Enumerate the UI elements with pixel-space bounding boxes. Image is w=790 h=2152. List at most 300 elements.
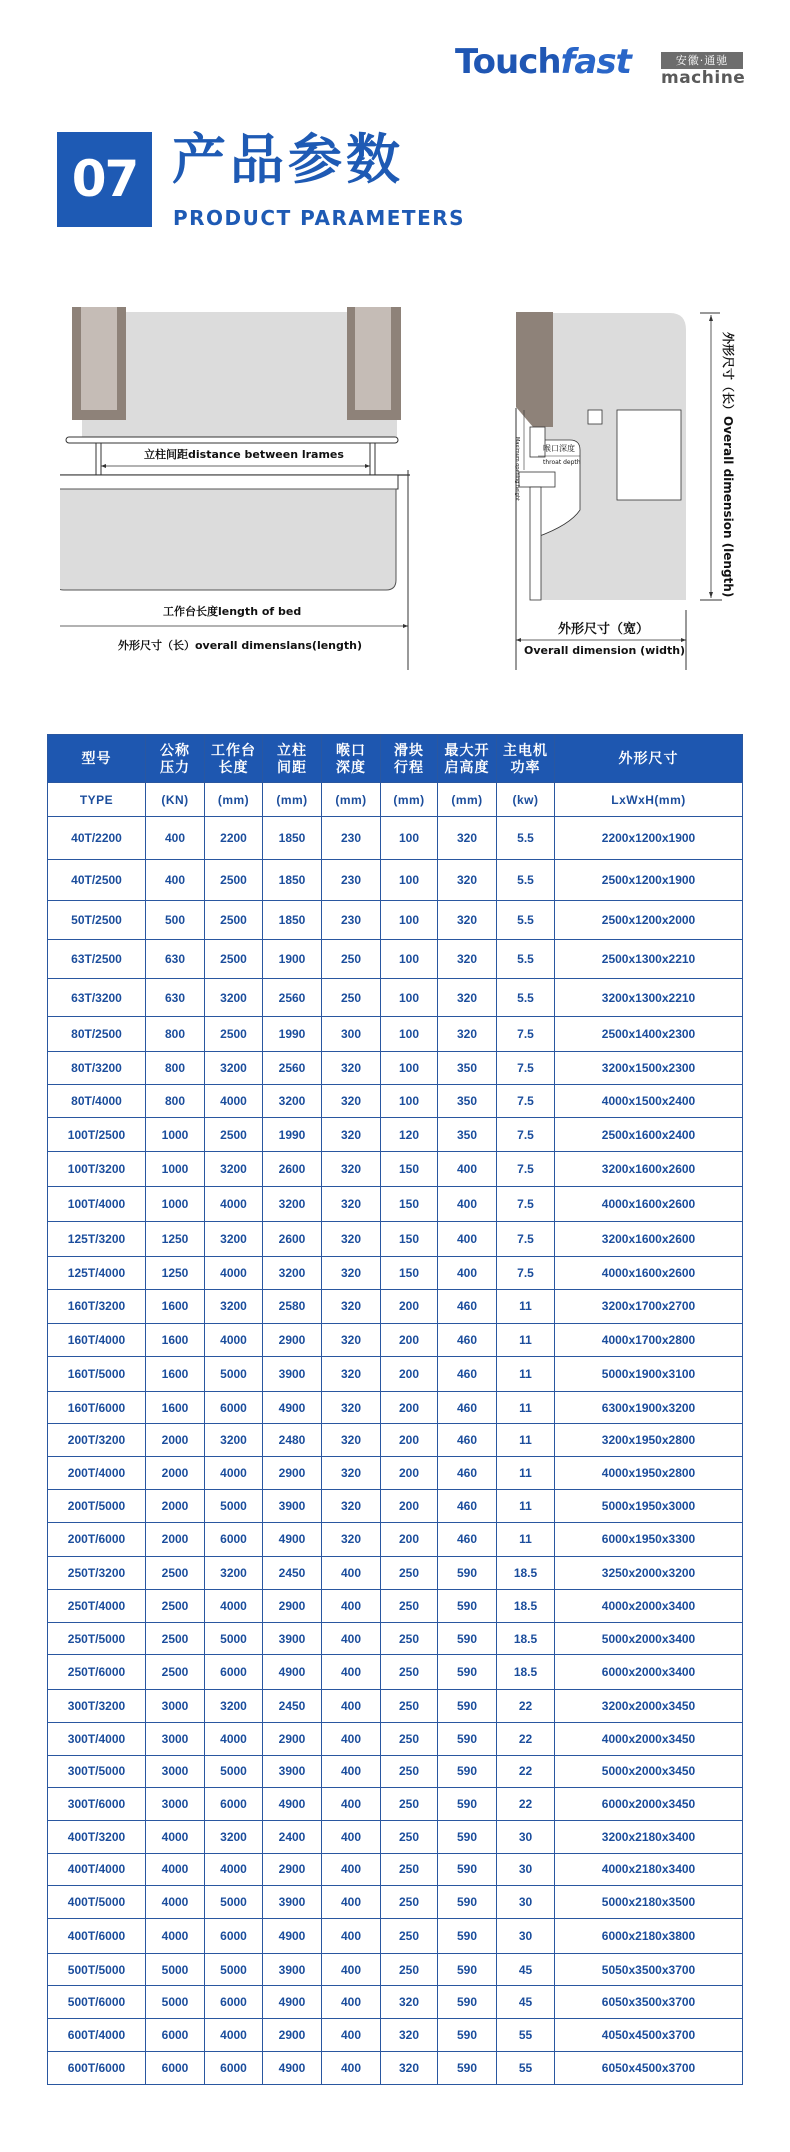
value-cell: 250 xyxy=(322,939,381,978)
value-cell: 590 xyxy=(438,1853,497,1886)
value-cell: 6000 xyxy=(205,1391,263,1424)
table-row xyxy=(48,1289,743,1324)
value-cell: 3900 xyxy=(263,1489,322,1522)
value-cell: 100 xyxy=(381,900,438,939)
column-header-line: 型号 xyxy=(81,750,112,766)
model-cell: 160T/5000 xyxy=(48,1356,146,1391)
table-row xyxy=(48,1690,743,1723)
value-cell: 200 xyxy=(381,1324,438,1357)
value-cell: 120 xyxy=(381,1117,438,1152)
table-row xyxy=(48,1886,743,1919)
value-cell: 1000 xyxy=(146,1187,205,1222)
value-cell: 150 xyxy=(381,1222,438,1257)
value-cell: 11 xyxy=(497,1424,555,1457)
value-cell: 300 xyxy=(322,1017,381,1052)
value-cell: 100 xyxy=(381,859,438,900)
table-row xyxy=(48,1017,743,1052)
value-cell: 2900 xyxy=(263,1590,322,1623)
table-row xyxy=(48,1391,743,1424)
label-overall-length: 外形尺寸（长）overall dimenslans(length) xyxy=(118,639,363,652)
value-cell: 18.5 xyxy=(497,1557,555,1590)
value-cell: 7.5 xyxy=(497,1187,555,1222)
value-cell: 18.5 xyxy=(497,1655,555,1690)
column-header xyxy=(205,735,263,783)
table-row xyxy=(48,2051,743,2084)
value-cell: 22 xyxy=(497,1690,555,1723)
model-cell: 200T/5000 xyxy=(48,1489,146,1522)
table-row xyxy=(48,1557,743,1590)
value-cell: 320 xyxy=(438,817,497,860)
model-cell: 500T/6000 xyxy=(48,1986,146,2019)
value-cell: 11 xyxy=(497,1391,555,1424)
table-row xyxy=(48,859,743,900)
section-title-en: PRODUCT PARAMETERS xyxy=(173,206,466,230)
value-cell: 500 xyxy=(146,900,205,939)
unit-cell: TYPE xyxy=(48,783,146,817)
value-cell: 2400 xyxy=(263,1820,322,1853)
value-cell: 2900 xyxy=(263,1853,322,1886)
value-cell: 320 xyxy=(322,1289,381,1324)
label-overall-width-cn: 外形尺寸（宽） xyxy=(558,622,650,637)
table-row xyxy=(48,1919,743,1954)
table-row xyxy=(48,1489,743,1522)
value-cell: 460 xyxy=(438,1324,497,1357)
value-cell: 4900 xyxy=(263,1919,322,1954)
column-header-line: 喉口 xyxy=(336,741,366,758)
value-cell: 800 xyxy=(146,1017,205,1052)
model-cell: 80T/3200 xyxy=(48,1052,146,1085)
model-cell: 200T/6000 xyxy=(48,1522,146,1557)
value-cell: 7.5 xyxy=(497,1052,555,1085)
value-cell: 630 xyxy=(146,939,205,978)
column-header-line: 工作台 xyxy=(211,741,256,758)
value-cell: 4000x1950x2800 xyxy=(555,1457,743,1490)
value-cell: 2500 xyxy=(205,900,263,939)
value-cell: 630 xyxy=(146,978,205,1017)
value-cell: 6000 xyxy=(205,1986,263,2019)
value-cell: 2500 xyxy=(146,1557,205,1590)
table-row xyxy=(48,1457,743,1490)
value-cell: 1250 xyxy=(146,1222,205,1257)
value-cell: 1250 xyxy=(146,1256,205,1289)
value-cell: 320 xyxy=(438,859,497,900)
model-cell: 100T/3200 xyxy=(48,1152,146,1187)
table-row xyxy=(48,1522,743,1557)
value-cell: 590 xyxy=(438,1722,497,1755)
value-cell: 3200 xyxy=(205,1557,263,1590)
value-cell: 3200x1300x2210 xyxy=(555,978,743,1017)
table-row xyxy=(48,1324,743,1357)
model-cell: 600T/6000 xyxy=(48,2051,146,2084)
brand-sub: machine xyxy=(661,68,746,88)
value-cell: 3900 xyxy=(263,1886,322,1919)
value-cell: 590 xyxy=(438,1622,497,1655)
table-units-row xyxy=(48,783,743,817)
value-cell: 400 xyxy=(322,1853,381,1886)
value-cell: 230 xyxy=(322,900,381,939)
value-cell: 7.5 xyxy=(497,1017,555,1052)
value-cell: 320 xyxy=(322,1084,381,1117)
value-cell: 400 xyxy=(322,1655,381,1690)
value-cell: 400 xyxy=(322,1886,381,1919)
value-cell: 3000 xyxy=(146,1788,205,1821)
value-cell: 2500x1600x2400 xyxy=(555,1117,743,1152)
value-cell: 3900 xyxy=(263,1953,322,1986)
value-cell: 5000x2000x3400 xyxy=(555,1622,743,1655)
column-header-line: 功率 xyxy=(510,758,541,775)
value-cell: 5000x2180x3500 xyxy=(555,1886,743,1919)
value-cell: 4000 xyxy=(205,1256,263,1289)
value-cell: 2000 xyxy=(146,1424,205,1457)
model-cell: 80T/2500 xyxy=(48,1017,146,1052)
value-cell: 11 xyxy=(497,1522,555,1557)
value-cell: 230 xyxy=(322,859,381,900)
table-row xyxy=(48,1755,743,1788)
value-cell: 2500 xyxy=(146,1622,205,1655)
value-cell: 4900 xyxy=(263,2051,322,2084)
value-cell: 250 xyxy=(381,1690,438,1723)
table-row xyxy=(48,1152,743,1187)
value-cell: 2500x1200x2000 xyxy=(555,900,743,939)
value-cell: 3200 xyxy=(205,1690,263,1723)
value-cell: 55 xyxy=(497,2051,555,2084)
value-cell: 3200 xyxy=(205,1424,263,1457)
value-cell: 5000 xyxy=(205,1886,263,1919)
value-cell: 7.5 xyxy=(497,1084,555,1117)
value-cell: 400 xyxy=(322,1820,381,1853)
value-cell: 4000x2000x3450 xyxy=(555,1722,743,1755)
value-cell: 7.5 xyxy=(497,1117,555,1152)
label-throat-depth-en: throat depth xyxy=(543,459,581,466)
value-cell: 11 xyxy=(497,1356,555,1391)
value-cell: 3200 xyxy=(205,1289,263,1324)
table-row xyxy=(48,1953,743,1986)
value-cell: 3200 xyxy=(205,1222,263,1257)
value-cell: 7.5 xyxy=(497,1256,555,1289)
value-cell: 2500x1200x1900 xyxy=(555,859,743,900)
value-cell: 200 xyxy=(381,1391,438,1424)
column-header-line: 外形尺寸 xyxy=(618,750,679,766)
value-cell: 2500x1300x2210 xyxy=(555,939,743,978)
value-cell: 5000 xyxy=(205,1622,263,1655)
value-cell: 2500 xyxy=(146,1590,205,1623)
model-cell: 300T/4000 xyxy=(48,1722,146,1755)
value-cell: 5000 xyxy=(146,1986,205,2019)
value-cell: 250 xyxy=(381,1755,438,1788)
model-cell: 250T/6000 xyxy=(48,1655,146,1690)
value-cell: 4000x2000x3400 xyxy=(555,1590,743,1623)
value-cell: 400 xyxy=(438,1256,497,1289)
column-header xyxy=(146,735,205,783)
table-row xyxy=(48,1853,743,1886)
value-cell: 5000x1950x3000 xyxy=(555,1489,743,1522)
value-cell: 320 xyxy=(322,1187,381,1222)
column-header-line: 公称 xyxy=(160,741,190,758)
value-cell: 460 xyxy=(438,1391,497,1424)
value-cell: 320 xyxy=(322,1489,381,1522)
value-cell: 2500 xyxy=(205,859,263,900)
model-cell: 63T/2500 xyxy=(48,939,146,978)
value-cell: 6000x1950x3300 xyxy=(555,1522,743,1557)
table-row xyxy=(48,1222,743,1257)
label-distance-between-frames: 立柱间距distance between lrames xyxy=(144,448,344,461)
unit-cell: (mm) xyxy=(322,783,381,817)
value-cell: 460 xyxy=(438,1424,497,1457)
model-cell: 400T/3200 xyxy=(48,1820,146,1853)
value-cell: 4000 xyxy=(205,1324,263,1357)
value-cell: 200 xyxy=(381,1356,438,1391)
value-cell: 320 xyxy=(438,900,497,939)
table-row xyxy=(48,1820,743,1853)
value-cell: 1990 xyxy=(263,1017,322,1052)
value-cell: 200 xyxy=(381,1424,438,1457)
value-cell: 400 xyxy=(146,859,205,900)
table-row xyxy=(48,1986,743,2019)
value-cell: 150 xyxy=(381,1187,438,1222)
value-cell: 2900 xyxy=(263,1324,322,1357)
unit-cell: (mm) xyxy=(263,783,322,817)
value-cell: 3200x1600x2600 xyxy=(555,1152,743,1187)
value-cell: 590 xyxy=(438,1788,497,1821)
table-row xyxy=(48,1788,743,1821)
value-cell: 250 xyxy=(381,1886,438,1919)
unit-cell: (mm) xyxy=(205,783,263,817)
value-cell: 6050x4500x3700 xyxy=(555,2051,743,2084)
value-cell: 460 xyxy=(438,1457,497,1490)
value-cell: 18.5 xyxy=(497,1590,555,1623)
table-row xyxy=(48,1356,743,1391)
value-cell: 2900 xyxy=(263,1722,322,1755)
value-cell: 1850 xyxy=(263,817,322,860)
side-view-drawing xyxy=(510,300,750,670)
value-cell: 460 xyxy=(438,1522,497,1557)
value-cell: 400 xyxy=(146,817,205,860)
value-cell: 3900 xyxy=(263,1755,322,1788)
value-cell: 800 xyxy=(146,1084,205,1117)
value-cell: 1600 xyxy=(146,1324,205,1357)
value-cell: 3000 xyxy=(146,1690,205,1723)
label-length-of-bed: 工作台长度length of bed xyxy=(163,605,302,618)
unit-cell: (KN) xyxy=(146,783,205,817)
value-cell: 45 xyxy=(497,1953,555,1986)
column-header xyxy=(48,735,146,783)
model-cell: 100T/4000 xyxy=(48,1187,146,1222)
model-cell: 50T/2500 xyxy=(48,900,146,939)
value-cell: 18.5 xyxy=(497,1622,555,1655)
model-cell: 160T/3200 xyxy=(48,1289,146,1324)
section-number: 07 xyxy=(57,132,152,227)
value-cell: 5.5 xyxy=(497,939,555,978)
value-cell: 4000 xyxy=(205,1187,263,1222)
model-cell: 40T/2200 xyxy=(48,817,146,860)
model-cell: 200T/4000 xyxy=(48,1457,146,1490)
column-header-line: 压力 xyxy=(160,758,190,775)
value-cell: 250 xyxy=(381,1788,438,1821)
value-cell: 320 xyxy=(438,939,497,978)
value-cell: 3200x1700x2700 xyxy=(555,1289,743,1324)
value-cell: 4000x1500x2400 xyxy=(555,1084,743,1117)
column-header xyxy=(438,735,497,783)
column-header xyxy=(263,735,322,783)
value-cell: 250 xyxy=(381,1953,438,1986)
value-cell: 400 xyxy=(438,1187,497,1222)
value-cell: 3900 xyxy=(263,1622,322,1655)
value-cell: 1600 xyxy=(146,1391,205,1424)
label-overall-width-en: Overall dimension (width) xyxy=(524,644,686,657)
value-cell: 11 xyxy=(497,1324,555,1357)
table-row xyxy=(48,1622,743,1655)
value-cell: 590 xyxy=(438,1886,497,1919)
value-cell: 320 xyxy=(322,1324,381,1357)
value-cell: 800 xyxy=(146,1052,205,1085)
column-header-line: 立柱 xyxy=(277,741,307,758)
value-cell: 4000x2180x3400 xyxy=(555,1853,743,1886)
table-row xyxy=(48,2019,743,2052)
value-cell: 320 xyxy=(322,1424,381,1457)
value-cell: 460 xyxy=(438,1489,497,1522)
model-cell: 300T/5000 xyxy=(48,1755,146,1788)
value-cell: 7.5 xyxy=(497,1152,555,1187)
value-cell: 100 xyxy=(381,978,438,1017)
value-cell: 400 xyxy=(322,2019,381,2052)
value-cell: 400 xyxy=(322,1755,381,1788)
brand-name xyxy=(455,42,631,82)
value-cell: 400 xyxy=(438,1222,497,1257)
value-cell: 6050x3500x3700 xyxy=(555,1986,743,2019)
value-cell: 4900 xyxy=(263,1391,322,1424)
section-title-cn: 产品参数 xyxy=(172,128,404,191)
value-cell: 350 xyxy=(438,1117,497,1152)
value-cell: 590 xyxy=(438,2019,497,2052)
value-cell: 350 xyxy=(438,1084,497,1117)
table-row xyxy=(48,900,743,939)
value-cell: 2500 xyxy=(146,1655,205,1690)
value-cell: 2450 xyxy=(263,1557,322,1590)
table-row xyxy=(48,1117,743,1152)
value-cell: 2500x1400x2300 xyxy=(555,1017,743,1052)
value-cell: 6000 xyxy=(146,2051,205,2084)
column-header xyxy=(322,735,381,783)
model-cell: 250T/5000 xyxy=(48,1622,146,1655)
front-view-diagram xyxy=(60,300,420,670)
value-cell: 400 xyxy=(322,1919,381,1954)
value-cell: 320 xyxy=(322,1356,381,1391)
table-header-row xyxy=(48,735,743,783)
model-cell: 250T/3200 xyxy=(48,1557,146,1590)
model-cell: 300T/6000 xyxy=(48,1788,146,1821)
value-cell: 2600 xyxy=(263,1222,322,1257)
value-cell: 4000x1700x2800 xyxy=(555,1324,743,1357)
value-cell: 320 xyxy=(438,978,497,1017)
unit-cell: (kw) xyxy=(497,783,555,817)
model-cell: 300T/3200 xyxy=(48,1690,146,1723)
column-header-line: 深度 xyxy=(336,758,366,775)
value-cell: 6000 xyxy=(205,1655,263,1690)
value-cell: 1850 xyxy=(263,859,322,900)
value-cell: 200 xyxy=(381,1457,438,1490)
value-cell: 400 xyxy=(438,1152,497,1187)
value-cell: 6300x1900x3200 xyxy=(555,1391,743,1424)
value-cell: 320 xyxy=(322,1222,381,1257)
unit-cell: (mm) xyxy=(438,783,497,817)
value-cell: 400 xyxy=(322,1590,381,1623)
value-cell: 1000 xyxy=(146,1117,205,1152)
value-cell: 11 xyxy=(497,1289,555,1324)
value-cell: 250 xyxy=(381,1655,438,1690)
brand-name-part1: Touch xyxy=(455,42,561,82)
value-cell: 22 xyxy=(497,1722,555,1755)
model-cell: 160T/6000 xyxy=(48,1391,146,1424)
value-cell: 55 xyxy=(497,2019,555,2052)
value-cell: 5.5 xyxy=(497,859,555,900)
value-cell: 4000x1600x2600 xyxy=(555,1256,743,1289)
value-cell: 3200x1600x2600 xyxy=(555,1222,743,1257)
value-cell: 1990 xyxy=(263,1117,322,1152)
value-cell: 460 xyxy=(438,1356,497,1391)
model-cell: 250T/4000 xyxy=(48,1590,146,1623)
value-cell: 320 xyxy=(322,1117,381,1152)
value-cell: 4900 xyxy=(263,1788,322,1821)
value-cell: 30 xyxy=(497,1853,555,1886)
model-cell: 400T/5000 xyxy=(48,1886,146,1919)
value-cell: 5000 xyxy=(146,1953,205,1986)
value-cell: 4900 xyxy=(263,1655,322,1690)
value-cell: 6000 xyxy=(146,2019,205,2052)
table-row xyxy=(48,817,743,860)
value-cell: 400 xyxy=(322,1986,381,2019)
value-cell: 6000x2000x3400 xyxy=(555,1655,743,1690)
table-row xyxy=(48,1655,743,1690)
column-header xyxy=(555,735,743,783)
table-row xyxy=(48,939,743,978)
value-cell: 6000x2180x3800 xyxy=(555,1919,743,1954)
value-cell: 460 xyxy=(438,1289,497,1324)
value-cell: 400 xyxy=(322,2051,381,2084)
value-cell: 400 xyxy=(322,1690,381,1723)
value-cell: 3200 xyxy=(263,1256,322,1289)
value-cell: 2500 xyxy=(205,939,263,978)
value-cell: 5000x2000x3450 xyxy=(555,1755,743,1788)
value-cell: 2580 xyxy=(263,1289,322,1324)
table-row xyxy=(48,1052,743,1085)
value-cell: 3200x1950x2800 xyxy=(555,1424,743,1457)
value-cell: 1850 xyxy=(263,900,322,939)
value-cell: 2480 xyxy=(263,1424,322,1457)
value-cell: 320 xyxy=(322,1391,381,1424)
table-row xyxy=(48,978,743,1017)
model-cell: 40T/2500 xyxy=(48,859,146,900)
column-header xyxy=(497,735,555,783)
value-cell: 22 xyxy=(497,1788,555,1821)
value-cell: 3200x1500x2300 xyxy=(555,1052,743,1085)
value-cell: 250 xyxy=(322,978,381,1017)
value-cell: 320 xyxy=(438,1017,497,1052)
value-cell: 5000 xyxy=(205,1489,263,1522)
value-cell: 6000 xyxy=(205,1522,263,1557)
table-row xyxy=(48,1590,743,1623)
value-cell: 2450 xyxy=(263,1690,322,1723)
value-cell: 6000 xyxy=(205,1919,263,1954)
model-cell: 400T/4000 xyxy=(48,1853,146,1886)
value-cell: 590 xyxy=(438,1755,497,1788)
value-cell: 590 xyxy=(438,1919,497,1954)
value-cell: 5000 xyxy=(205,1953,263,1986)
value-cell: 4000 xyxy=(205,1457,263,1490)
value-cell: 400 xyxy=(322,1557,381,1590)
model-cell: 100T/2500 xyxy=(48,1117,146,1152)
side-view-diagram xyxy=(510,300,750,670)
value-cell: 230 xyxy=(322,817,381,860)
